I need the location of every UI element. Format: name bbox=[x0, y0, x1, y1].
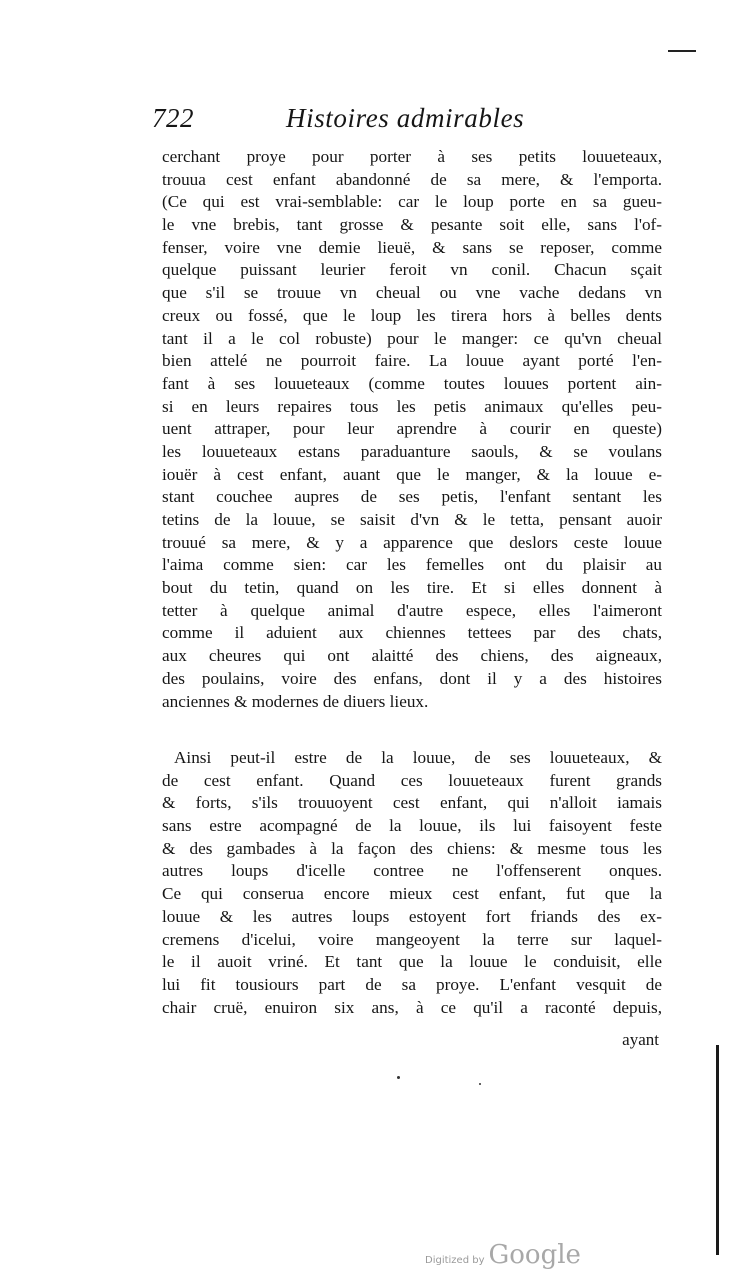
text-line: Ce qui conserua encore mieux cest enfant, fut que la bbox=[162, 884, 662, 904]
text-line: chair cruë, enuiron six ans, à ce qu'il a raconté depuis, bbox=[162, 997, 662, 1017]
text-line: tetter à quelque animal d'autre espece, elles l'aimeront bbox=[162, 600, 662, 620]
google-logo: Google bbox=[488, 1240, 581, 1270]
text-line: louue & les autres loups estoyent fort friands des ex- bbox=[162, 906, 662, 926]
text-line: aux cheures qui ont alaitté des chiens, des aigneaux, bbox=[162, 646, 662, 666]
text-line: (Ce qui est vrai-semblable: car le loup porte en sa gueu- bbox=[162, 192, 662, 212]
text-line: de cest enfant. Quand ces louueteaux furent grands bbox=[162, 770, 662, 790]
page-edge-shadow bbox=[716, 1045, 719, 1255]
ink-speck bbox=[479, 1083, 481, 1085]
text-line: quelque puissant leurier feroit vn conil. Chacun sçait bbox=[162, 260, 662, 280]
google-watermark bbox=[425, 1240, 581, 1280]
text-line: Ainsi peut-il estre de la louue, de ses louueteaux, & bbox=[174, 748, 662, 767]
text-line: le il auoit vriné. Et tant que la louue le conduisit, elle bbox=[162, 952, 662, 972]
page-number: 722 bbox=[152, 103, 194, 133]
text-line: des poulains, voire des enfans, dont il y a des histoires bbox=[162, 668, 662, 688]
text-line: trouua cest enfant abandonné de sa mere, & l'emporta. bbox=[162, 169, 662, 189]
page-header bbox=[152, 103, 672, 139]
text-line: que s'il se trouue vn cheual ou vne vache dedans vn bbox=[162, 283, 662, 303]
text-line: stant couchee aupres de ses petis, l'enfant sentant les bbox=[162, 487, 662, 507]
text-line: sans estre acompagné de la louue, ils lui faisoyent feste bbox=[162, 816, 662, 836]
paragraph-1 bbox=[162, 146, 662, 713]
catchword: ayant bbox=[622, 1030, 659, 1049]
text-line: iouër à cest enfant, auant que le manger, & la louue e- bbox=[162, 464, 662, 484]
text-line: lui fit tousiours part de sa proye. L'enfant vesquit de bbox=[162, 974, 662, 994]
watermark-prefix: Digitized by bbox=[425, 1255, 485, 1266]
text-line: comme il aduient aux chiennes tettees par des chats, bbox=[162, 623, 662, 643]
text-line: bout du tetin, quand on les tire. Et si elles donnent à bbox=[162, 578, 662, 598]
text-line: fenser, voire vne demie lieuë, & sans se reposer, comme bbox=[162, 237, 662, 257]
text-line: bien attelé ne pourroit faire. La louue ayant porté l'en- bbox=[162, 351, 662, 371]
text-line: anciennes & modernes de diuers lieux. bbox=[162, 691, 429, 711]
text-line: si en leurs repaires tous les petis animaux qu'elles peu- bbox=[162, 396, 662, 416]
paragraph-2 bbox=[162, 747, 662, 1019]
running-title: Histoires admirables bbox=[286, 103, 525, 133]
text-line: tant il a le col robuste) pour le manger: ce qu'vn cheual bbox=[162, 328, 662, 348]
text-line: fant à ses louueteaux (comme toutes louues portent ain- bbox=[162, 373, 662, 393]
text-line: les louueteaux estans paraduanture saouls, & se voulans bbox=[162, 441, 662, 461]
text-line: cremens d'icelui, voire mangeoyent la terre sur laquel- bbox=[162, 929, 662, 949]
text-line: trouué sa mere, & y a apparence que deslors ceste louue bbox=[162, 532, 662, 552]
text-line: tetins de la louue, se saisit d'vn & le tetta, pensant auoir bbox=[162, 510, 662, 529]
text-line: & des gambades à la façon des chiens: & mesme tous les bbox=[162, 838, 662, 858]
text-line: autres loups d'icelle contree ne l'offenserent onques. bbox=[162, 861, 662, 881]
page-edge-mark bbox=[668, 50, 696, 52]
text-line: l'aima comme sien: car les femelles ont du plaisir au bbox=[162, 555, 662, 575]
ink-speck bbox=[397, 1076, 400, 1079]
text-line: cerchant proye pour porter à ses petits louueteaux, bbox=[162, 147, 662, 166]
text-line: le vne brebis, tant grosse & pesante soit elle, sans l'of- bbox=[162, 215, 662, 235]
text-line: creux ou fossé, que le loup les tirera hors à belles dents bbox=[162, 305, 662, 325]
text-line: uent attraper, pour leur aprendre à courir en queste) bbox=[162, 419, 662, 439]
text-line: & forts, s'ils trouuoyent cest enfant, qui n'alloit iamais bbox=[162, 793, 662, 813]
